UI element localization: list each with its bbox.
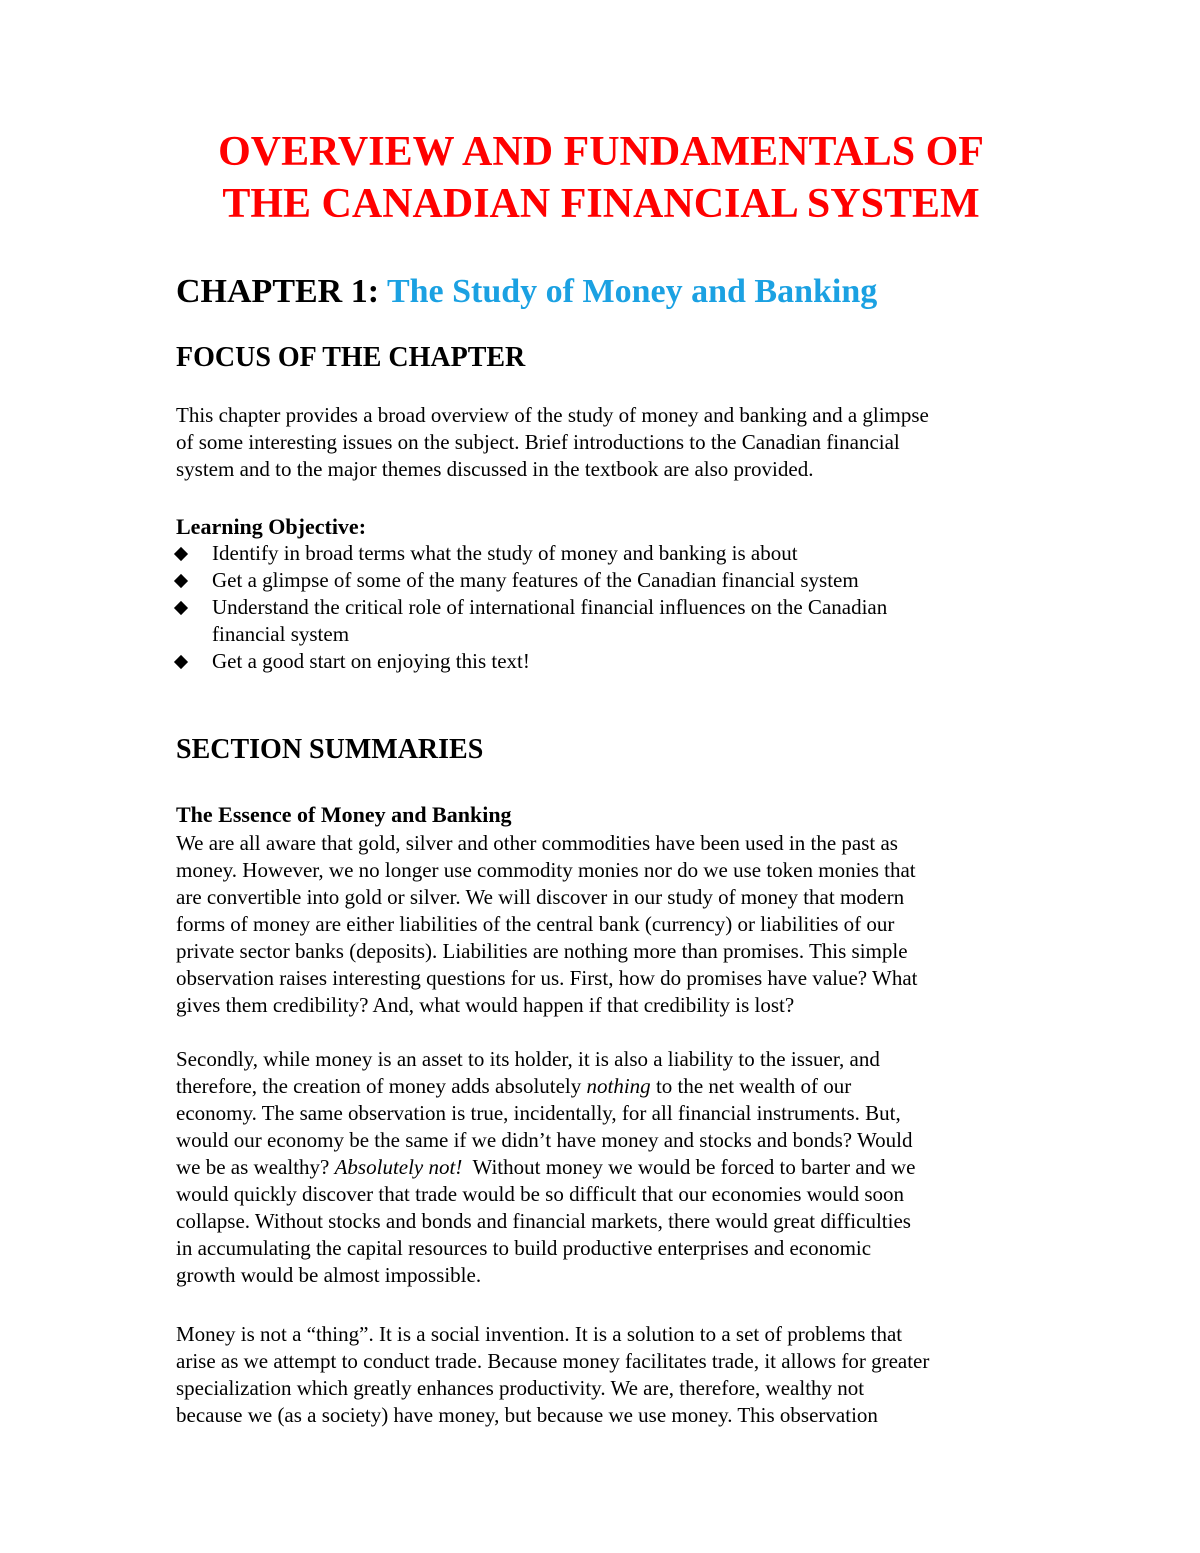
objective-text: Get a glimpse of some of the many features of the Canadian financial system: [212, 568, 859, 592]
list-item: [176, 567, 1036, 594]
essence-paragraph-3: [176, 1321, 1036, 1429]
text-segment: Without money we would be forced to barter and we: [462, 1155, 916, 1179]
learning-objective-list: [176, 540, 1036, 675]
paragraph-line: economy. The same observation is true, incidentally, for all financial instruments. But,: [176, 1101, 901, 1125]
objective-text: Get a good start on enjoying this text!: [212, 649, 530, 673]
paragraph-line: We are all aware that gold, silver and other commodities have been used in the past as: [176, 831, 898, 855]
list-item: [176, 540, 1036, 567]
paragraph-line: growth would be almost impossible.: [176, 1263, 482, 1287]
text-segment: therefore, the creation of money adds absolutely: [176, 1074, 587, 1098]
diamond-bullet-icon: [174, 655, 188, 669]
list-item: [176, 648, 1036, 675]
paragraph-line: observation raises interesting questions for us. First, how do promises have value? What: [176, 966, 918, 990]
paragraph-line: private sector banks (deposits). Liabilities are nothing more than promises. This simple: [176, 939, 908, 963]
document-title-line-1: OVERVIEW AND FUNDAMENTALS OF: [218, 129, 984, 175]
list-item: [176, 594, 1036, 648]
objective-text: Identify in broad terms what the study of money and banking is about: [212, 541, 798, 565]
focus-heading: FOCUS OF THE CHAPTER: [176, 342, 526, 373]
document-title-line-2: THE CANADIAN FINANCIAL SYSTEM: [222, 181, 980, 227]
paragraph-line: Money is not a “thing”. It is a social invention. It is a solution to a set of problems that: [176, 1322, 903, 1346]
focus-line: system and to the major themes discussed in the textbook are also provided.: [176, 457, 814, 481]
document-title: [176, 126, 1026, 230]
focus-paragraph: [176, 402, 1036, 483]
emphasis-nothing: nothing: [586, 1074, 651, 1098]
section-summaries-heading: SECTION SUMMARIES: [176, 734, 484, 765]
paragraph-line: [176, 1154, 1036, 1181]
focus-line: This chapter provides a broad overview of the study of money and banking and a glimpse: [176, 403, 929, 427]
text-segment: to the net wealth of our: [650, 1074, 852, 1098]
diamond-bullet-icon: [174, 601, 188, 615]
text-segment: we be as wealthy?: [176, 1155, 335, 1179]
paragraph-line: collapse. Without stocks and bonds and financial markets, there would great difficulties: [176, 1209, 911, 1233]
paragraph-line: arise as we attempt to conduct trade. Because money facilitates trade, it allows for greater: [176, 1349, 930, 1373]
chapter-label: CHAPTER 1:: [176, 273, 380, 310]
diamond-bullet-icon: [174, 547, 188, 561]
diamond-bullet-icon: [174, 574, 188, 588]
paragraph-line: money. However, we no longer use commodity monies nor do we use token monies that: [176, 858, 916, 882]
paragraph-line: would quickly discover that trade would be so difficult that our economies would soon: [176, 1182, 905, 1206]
essence-paragraph-2: [176, 1046, 1036, 1289]
paragraph-line: gives them credibility? And, what would happen if that credibility is lost?: [176, 993, 795, 1017]
learning-objective-heading: Learning Objective:: [176, 514, 367, 539]
chapter-title: The Study of Money and Banking: [386, 273, 878, 310]
focus-line: of some interesting issues on the subject. Brief introductions to the Canadian financial: [176, 430, 900, 454]
paragraph-line: [176, 1073, 1036, 1100]
objective-text: Understand the critical role of international financial influences on the Canadian: [212, 595, 888, 619]
paragraph-line: specialization which greatly enhances productivity. We are, therefore, wealthy not: [176, 1376, 865, 1400]
objective-text-continued: financial system: [212, 622, 350, 646]
essence-paragraph-1: [176, 830, 1036, 1019]
paragraph-line: in accumulating the capital resources to build productive enterprises and economic: [176, 1236, 872, 1260]
paragraph-line: Secondly, while money is an asset to its holder, it is also a liability to the issuer, and: [176, 1047, 880, 1071]
emphasis-absolutely-not: Absolutely not!: [334, 1155, 463, 1179]
paragraph-line: are convertible into gold or silver. We will discover in our study of money that modern: [176, 885, 905, 909]
paragraph-line: because we (as a society) have money, but because we use money. This observation: [176, 1403, 878, 1427]
paragraph-line: forms of money are either liabilities of the central bank (currency) or liabilities of our: [176, 912, 895, 936]
essence-heading: The Essence of Money and Banking: [176, 802, 512, 827]
paragraph-line: would our economy be the same if we didn’t have money and stocks and bonds? Would: [176, 1128, 913, 1152]
chapter-heading: [176, 272, 877, 312]
